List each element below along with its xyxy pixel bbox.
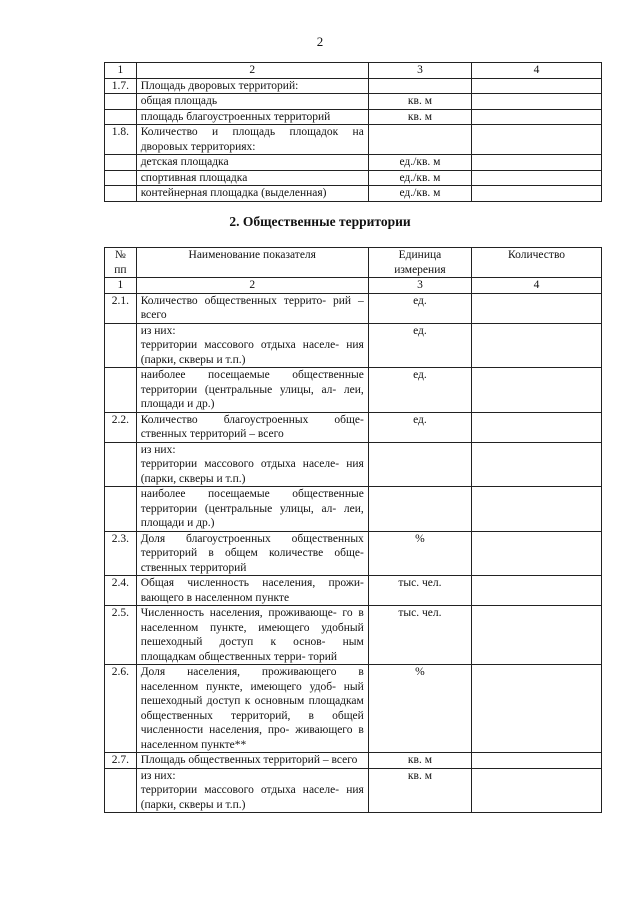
indicator-name: из них: территории массового отдыха населе- ния (парки, скверы и т.п.)	[136, 442, 368, 487]
unit-of-measure: ед.	[368, 293, 471, 323]
row-number	[105, 94, 137, 110]
quantity-cell	[472, 753, 602, 769]
header-name: Наименование показателя	[136, 248, 368, 278]
indicator-name: наиболее посещаемые общественные территории (центральные улицы, ал- леи, площади и др.)	[136, 368, 368, 413]
table-row	[105, 531, 602, 576]
quantity-cell	[472, 293, 602, 323]
indicator-name: Доля населения, проживающего в населенном пункте, имеющего удоб- ный пешеходный доступ к основным площадкам общественных территорий, в общей численности населения, про- живающего в населенном пункте**	[136, 665, 368, 753]
table-row	[105, 753, 602, 769]
table-row	[105, 665, 602, 753]
table-row	[105, 323, 602, 368]
unit-of-measure	[368, 125, 471, 155]
table-row	[105, 109, 602, 125]
column-number: 4	[472, 278, 602, 294]
column-number: 3	[368, 63, 471, 79]
row-number: 1.7.	[105, 78, 137, 94]
table-public-territories	[104, 247, 602, 813]
unit-of-measure: тыс. чел.	[368, 606, 471, 665]
table-row	[105, 368, 602, 413]
indicator-name: из них: территории массового отдыха населе- ния (парки, скверы и т.п.)	[136, 768, 368, 813]
row-number: 2.1.	[105, 293, 137, 323]
unit-of-measure: ед.	[368, 412, 471, 442]
indicator-name: площадь благоустроенных территорий	[136, 109, 368, 125]
indicator-name: спортивная площадка	[136, 170, 368, 186]
row-number	[105, 109, 137, 125]
indicator-name: детская площадка	[136, 155, 368, 171]
table-row	[105, 78, 602, 94]
row-number: 2.4.	[105, 576, 137, 606]
table-row	[105, 412, 602, 442]
table-row	[105, 94, 602, 110]
column-number: 3	[368, 278, 471, 294]
quantity-cell	[472, 442, 602, 487]
row-number: 1.8.	[105, 125, 137, 155]
column-number: 2	[136, 63, 368, 79]
indicator-name: наиболее посещаемые общественные территории (центральные улицы, ал- леи, площади и др.)	[136, 487, 368, 532]
table-header-row	[105, 248, 602, 278]
indicator-name: Доля благоустроенных общественных территорий в общем количестве обще- ственных территорий	[136, 531, 368, 576]
table-row	[105, 442, 602, 487]
unit-of-measure: %	[368, 531, 471, 576]
row-number: 2.6.	[105, 665, 137, 753]
table-row	[105, 487, 602, 532]
quantity-cell	[472, 576, 602, 606]
indicator-name: контейнерная площадка (выделенная)	[136, 186, 368, 202]
quantity-cell	[472, 186, 602, 202]
quantity-cell	[472, 368, 602, 413]
quantity-cell	[472, 109, 602, 125]
unit-of-measure: кв. м	[368, 753, 471, 769]
unit-of-measure: ед./кв. м	[368, 155, 471, 171]
quantity-cell	[472, 606, 602, 665]
quantity-cell	[472, 170, 602, 186]
column-number: 2	[136, 278, 368, 294]
row-number	[105, 368, 137, 413]
unit-of-measure: %	[368, 665, 471, 753]
indicator-name: из них: территории массового отдыха населе- ния (парки, скверы и т.п.)	[136, 323, 368, 368]
row-number: 2.5.	[105, 606, 137, 665]
unit-of-measure: ед./кв. м	[368, 170, 471, 186]
table-row	[105, 293, 602, 323]
table-row	[105, 576, 602, 606]
indicator-name: Площадь дворовых территорий:	[136, 78, 368, 94]
unit-of-measure	[368, 78, 471, 94]
quantity-cell	[472, 768, 602, 813]
column-number: 1	[105, 63, 137, 79]
quantity-cell	[472, 78, 602, 94]
indicator-name: Общая численность населения, прожи- вающего в населенном пункте	[136, 576, 368, 606]
quantity-cell	[472, 125, 602, 155]
row-number	[105, 155, 137, 171]
unit-of-measure: кв. м	[368, 109, 471, 125]
quantity-cell	[472, 412, 602, 442]
header-qty: Количество	[472, 248, 602, 278]
header-unit: Единица измерения	[368, 248, 471, 278]
quantity-cell	[472, 155, 602, 171]
table-indicators-continued	[104, 62, 602, 202]
unit-of-measure	[368, 442, 471, 487]
unit-of-measure: ед.	[368, 368, 471, 413]
unit-of-measure: кв. м	[368, 94, 471, 110]
table-row	[105, 186, 602, 202]
table-row	[105, 170, 602, 186]
page-number: 2	[316, 34, 324, 49]
column-number-row	[105, 278, 602, 294]
section-title: 2. Общественные территории	[229, 214, 411, 229]
quantity-cell	[472, 94, 602, 110]
indicator-name: Количество и площадь площадок на дворовых территориях:	[136, 125, 368, 155]
row-number	[105, 487, 137, 532]
row-number: 2.3.	[105, 531, 137, 576]
column-number-row	[105, 63, 602, 79]
table-row	[105, 606, 602, 665]
row-number	[105, 442, 137, 487]
table-row	[105, 125, 602, 155]
unit-of-measure: ед./кв. м	[368, 186, 471, 202]
unit-of-measure: ед.	[368, 323, 471, 368]
unit-of-measure: кв. м	[368, 768, 471, 813]
row-number	[105, 186, 137, 202]
indicator-name: Количество благоустроенных обще- ственных территорий – всего	[136, 412, 368, 442]
row-number	[105, 323, 137, 368]
row-number	[105, 768, 137, 813]
column-number: 1	[105, 278, 137, 294]
row-number: 2.2.	[105, 412, 137, 442]
quantity-cell	[472, 323, 602, 368]
row-number: 2.7.	[105, 753, 137, 769]
quantity-cell	[472, 665, 602, 753]
quantity-cell	[472, 531, 602, 576]
header-num: № пп	[105, 248, 137, 278]
table-row	[105, 155, 602, 171]
row-number	[105, 170, 137, 186]
indicator-name: общая площадь	[136, 94, 368, 110]
indicator-name: Численность населения, проживающе- го в населенном пункте, имеющего удобный пешеходный доступ к основ- ным площадкам общественных терри- торий	[136, 606, 368, 665]
indicator-name: Площадь общественных территорий – всего	[136, 753, 368, 769]
quantity-cell	[472, 487, 602, 532]
column-number: 4	[472, 63, 602, 79]
unit-of-measure: тыс. чел.	[368, 576, 471, 606]
table-row	[105, 768, 602, 813]
indicator-name: Количество общественных террито- рий – всего	[136, 293, 368, 323]
unit-of-measure	[368, 487, 471, 532]
